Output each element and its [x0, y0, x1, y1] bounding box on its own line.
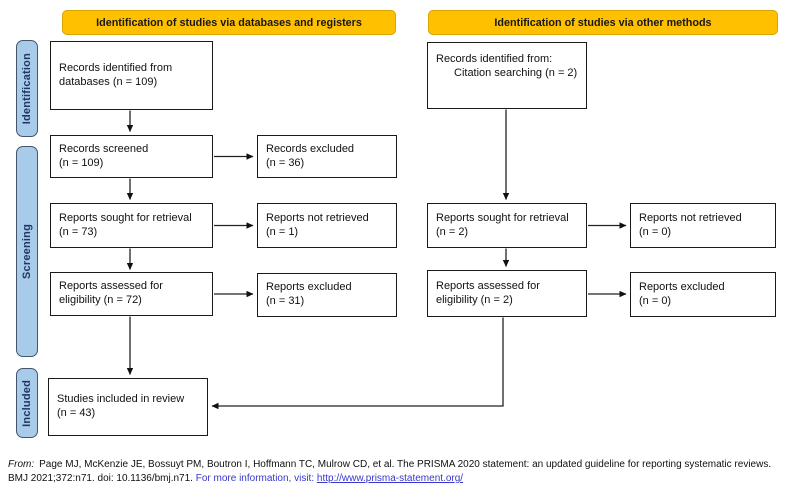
- stage-included-label: Included: [21, 379, 33, 427]
- stage-identification-label: Identification: [21, 52, 33, 125]
- box-text: eligibility (n = 2): [436, 293, 513, 306]
- prisma-statement-link[interactable]: http://www.prisma-statement.org/: [316, 473, 464, 484]
- box-studies-included: [48, 378, 208, 436]
- box-text: Records excluded: [266, 142, 355, 155]
- box-text: (n = 36): [266, 156, 305, 169]
- box-text: Reports not retrieved: [639, 211, 742, 224]
- box-text: (n = 73): [59, 225, 98, 238]
- stage-identification: [16, 40, 38, 137]
- box-text: Reports not retrieved: [266, 211, 369, 224]
- box-records-screened: [50, 135, 213, 178]
- box-text: (n = 43): [57, 407, 96, 419]
- box-other-reports-not-retrieved: [630, 203, 776, 248]
- citation-text: Page MJ, McKenzie JE, Bossuyt PM, Boutron I, Hoffmann TC, Mulrow CD, et al. The PRISMA 2020 statement: an updated guideline for reporting systematic reviews.: [39, 459, 772, 470]
- box-other-reports-sought: [427, 203, 587, 248]
- journal-ref: BMJ 2021;372:n71. doi: 10.1136/bmj.n71.: [8, 473, 193, 484]
- box-other-reports-assessed: [427, 270, 587, 317]
- stage-screening: [16, 146, 38, 357]
- box-text: (n = 1): [266, 225, 299, 238]
- box-text: Reports excluded: [639, 280, 725, 293]
- box-text: (n = 0): [639, 225, 672, 238]
- stage-included: [16, 368, 38, 438]
- citation-line1: [8, 458, 771, 472]
- from-label: From:: [8, 459, 35, 470]
- citation-line2: [8, 472, 771, 486]
- stage-screening-label: Screening: [21, 224, 33, 279]
- arrow-other-assessed-to-included: [212, 318, 503, 407]
- box-reports-not-retrieved: [257, 203, 397, 248]
- box-text: Studies included in review: [57, 393, 185, 406]
- box-text: databases (n = 109): [59, 75, 158, 88]
- box-text: (n = 0): [639, 294, 672, 307]
- header-databases-registers: Identification of studies via databases and registers: [62, 10, 396, 35]
- box-other-records-identified: [427, 42, 587, 109]
- box-text: (n = 2): [436, 225, 469, 238]
- box-records-identified-databases: [50, 41, 213, 110]
- box-text: Citation searching (n = 2): [454, 66, 578, 79]
- box-reports-sought: [50, 203, 213, 248]
- box-text: Reports sought for retrieval: [59, 211, 192, 224]
- box-records-excluded: [257, 135, 397, 178]
- box-text: (n = 31): [266, 295, 305, 307]
- box-text: Records identified from: [59, 61, 173, 74]
- box-text: eligibility (n = 72): [59, 294, 142, 306]
- box-text: Records identified from:: [436, 53, 553, 65]
- box-reports-excluded: [257, 273, 397, 317]
- box-text: Reports assessed for: [436, 279, 540, 292]
- citation-footer: [8, 458, 771, 486]
- box-text: Reports assessed for: [59, 280, 163, 293]
- header-other-methods: Identification of studies via other methods: [428, 10, 778, 35]
- box-other-reports-excluded: [630, 272, 776, 317]
- box-text: Reports sought for retrieval: [436, 211, 569, 224]
- more-info-text: For more information, visit:: [195, 473, 315, 484]
- box-text: Records screened: [59, 142, 149, 155]
- box-reports-assessed: [50, 272, 213, 316]
- box-text: (n = 109): [59, 156, 104, 169]
- box-text: Reports excluded: [266, 281, 352, 294]
